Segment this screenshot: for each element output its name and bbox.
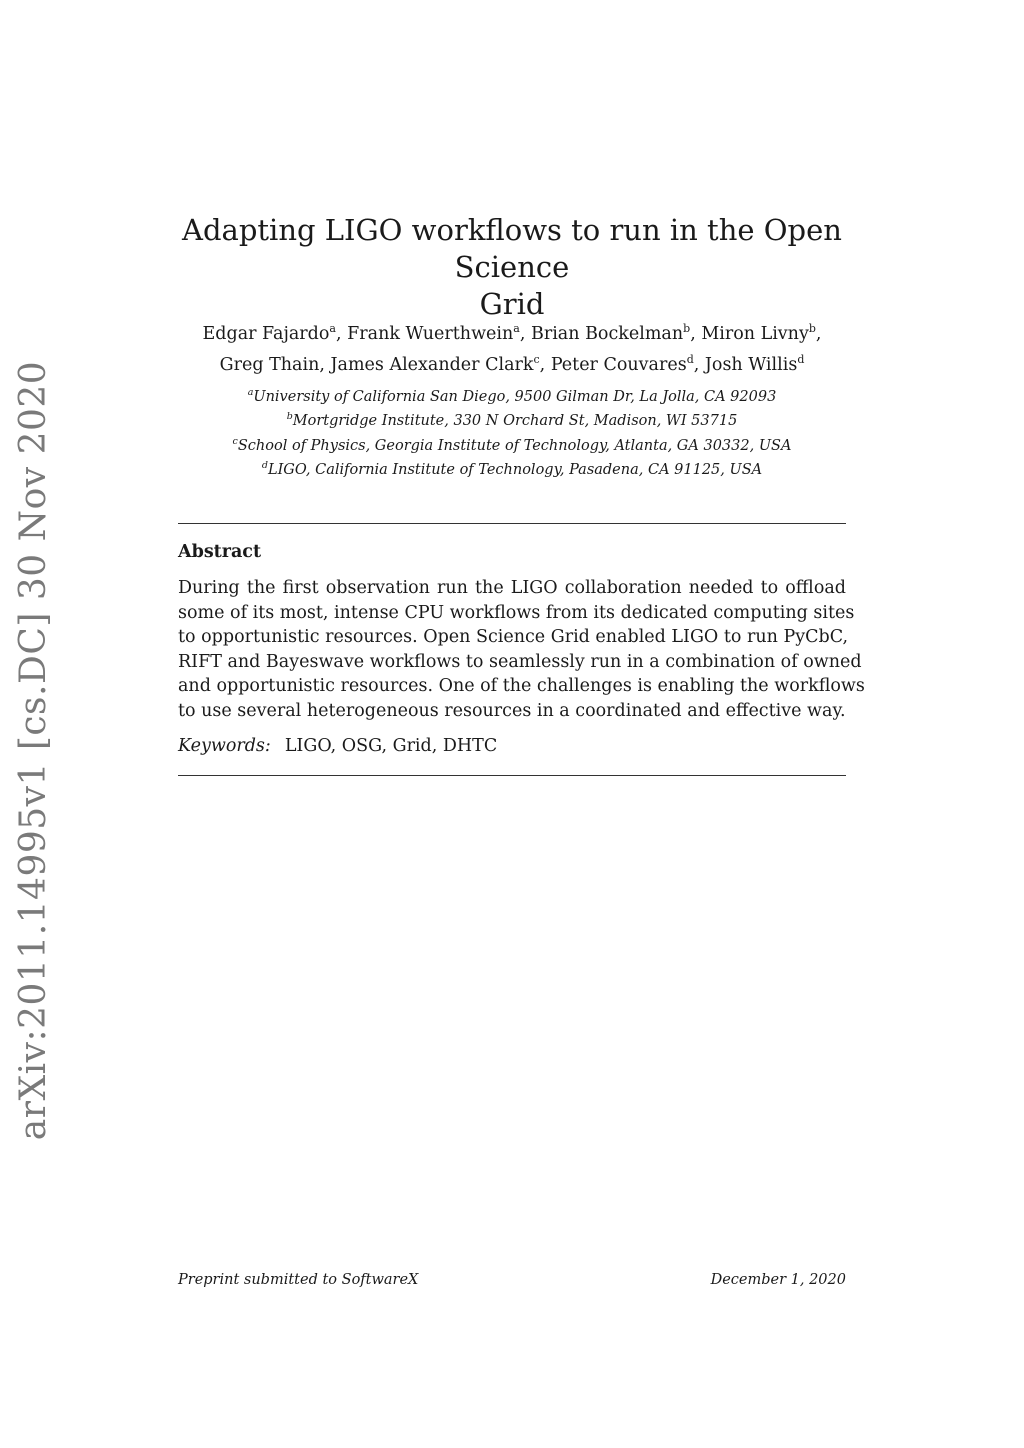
author: Miron Livny$^b$, [701, 322, 822, 344]
abstract-line: RIFT and Bayeswave workflows to seamlessly run in a combination of owned [178, 651, 862, 672]
abstract-line: to use several heterogeneous resources in a coordinated and effective way. [178, 700, 846, 721]
title-line: Adapting LIGO workflows to run in the Open Science [182, 213, 842, 284]
page-footer [178, 1272, 846, 1288]
arxiv-stamp [0, 360, 68, 1140]
abstract-line: to opportunistic resources. Open Science Grid enabled LIGO to run PyCbC, [178, 627, 849, 648]
abstract-line: and opportunistic resources. One of the challenges is enabling the workflows [178, 676, 865, 697]
title-line: Grid [479, 287, 545, 321]
author: James Alexander Clark$^c$, [330, 352, 551, 375]
abstract-heading: Abstract [178, 542, 262, 562]
keywords-value: LIGO, OSG, Grid, DHTC [284, 736, 498, 756]
preprint-note: Preprint submitted to SoftwareX [178, 1272, 419, 1288]
footer-date: December 1, 2020 [710, 1272, 846, 1288]
keywords [178, 736, 497, 756]
keywords-label: Keywords: [178, 736, 271, 756]
affiliation: $^c$School of Physics, Georgia Institute of Technology, Atlanta, GA 30332, USA [232, 435, 792, 454]
abstract-top-rule [178, 523, 846, 524]
author: Peter Couvares$^d$, [550, 352, 705, 375]
arxiv-id: arXiv:2011.14995v1 [cs.DC] 30 Nov 2020 [13, 360, 55, 1140]
abstract-line: some of its most, intense CPU workflows from its dedicated computing sites [178, 602, 855, 623]
abstract-body [178, 576, 865, 724]
author: Josh Willis$^d$ [704, 352, 805, 375]
author: Frank Wuerthwein$^a$, [347, 322, 531, 344]
author-list [178, 316, 846, 378]
affiliation: $^d$LIGO, California Institute of Technology, Pasadena, CA 91125, USA [261, 459, 763, 478]
abstract-line: During the first observation run the LIGO collaboration needed to offload [178, 578, 846, 598]
affiliation: $^b$Mortgridge Institute, 330 N Orchard St, Madison, WI 53715 [286, 411, 738, 430]
paper-title [178, 212, 846, 323]
author: Edgar Fajardo$^a$, [202, 322, 348, 344]
affiliation: $^a$University of California San Diego, 9500 Gilman Dr, La Jolla, CA 92093 [247, 387, 777, 405]
author: Greg Thain, [219, 354, 331, 375]
abstract-bottom-rule [178, 775, 846, 776]
affiliation-list [178, 383, 846, 480]
author: Brian Bockelman$^b$, [530, 322, 702, 344]
